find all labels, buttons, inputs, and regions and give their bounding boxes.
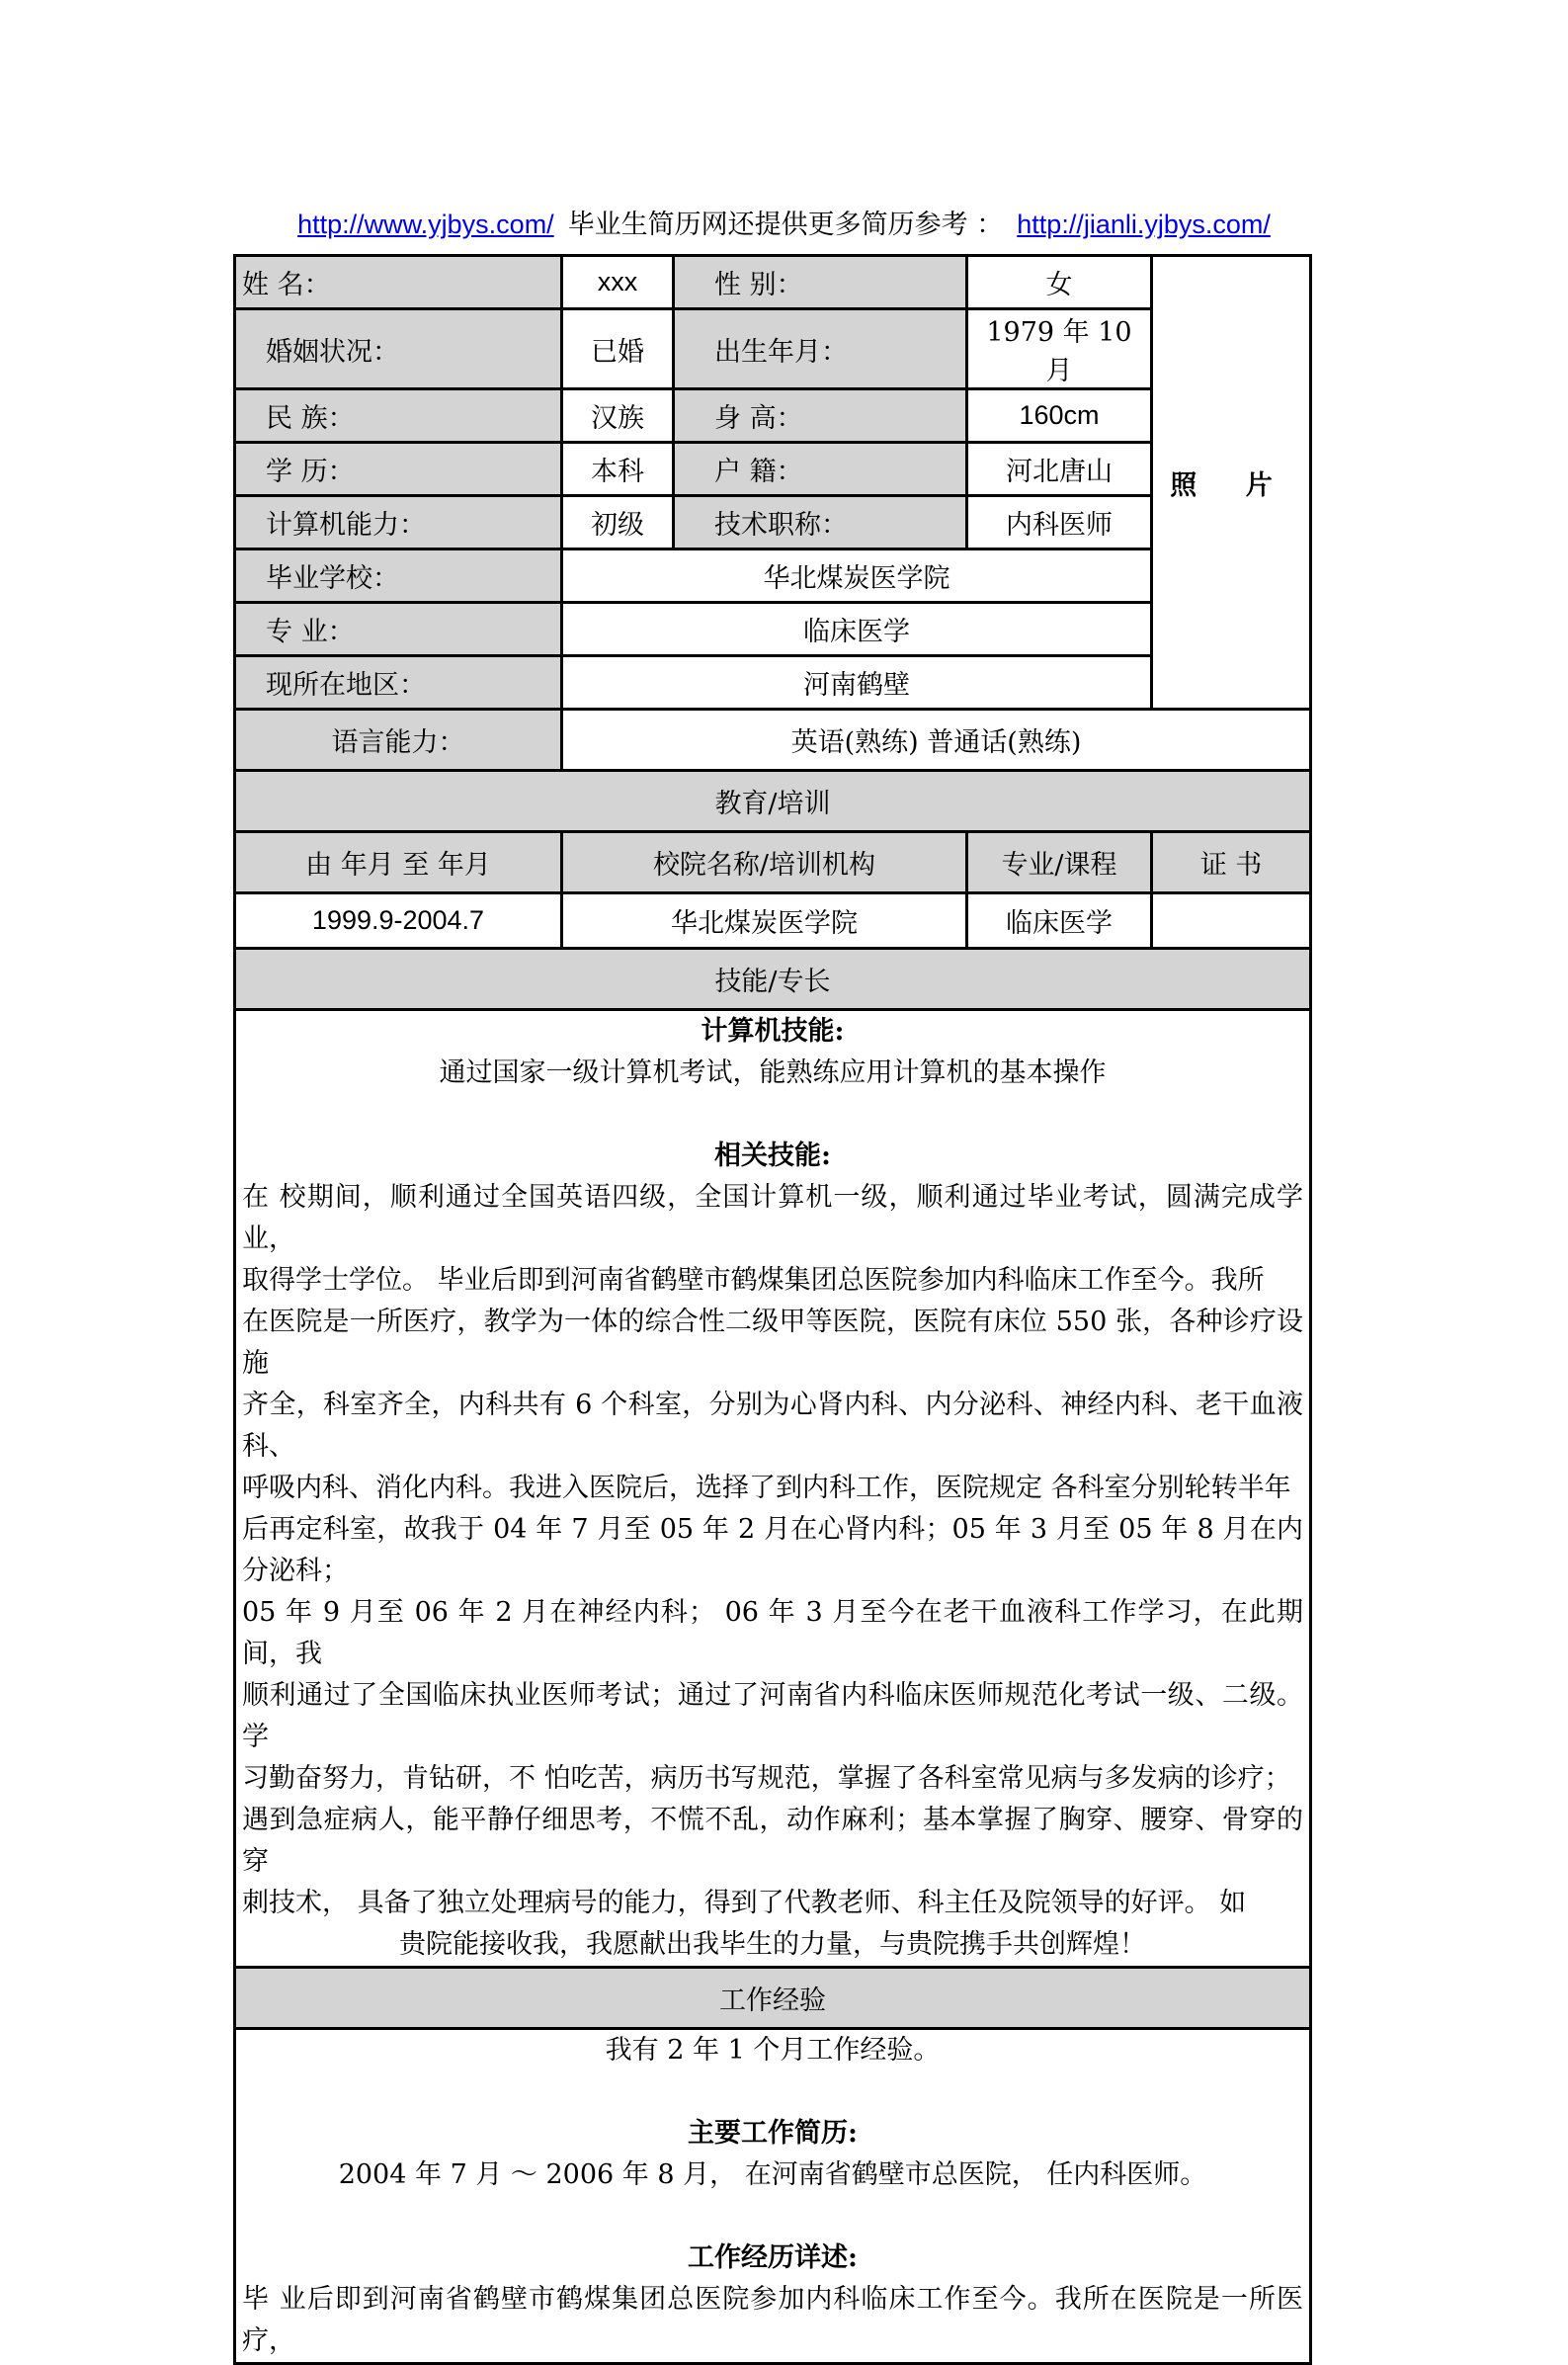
work-history-text: 2004 年 7 月 ～ 2006 年 8 月， 在河南省鹤壁市总医院， 任内科医师。 [338,2159,1207,2190]
link-jianli[interactable]: http://jianli.yjbys.com/ [1017,210,1271,239]
edu-period: 1999.9-2004.7 [235,893,562,949]
computer-value: 初级 [562,496,674,549]
row-work-content [235,2029,1311,2364]
related-skills-line: 05 年 9 月至 06 年 2 月在神经内科； 06 年 3 月至今在老干血液科工作学习，在此期间，我 [242,1597,1303,1669]
height-value: 160cm [967,389,1152,443]
work-summary: 我有 2 年 1 个月工作经验。 [605,2035,941,2066]
row-skills-title [235,949,1311,1010]
work-content [235,2029,1311,2364]
related-skills-line: 贵院能接收我，我愿献出我毕生的力量，与贵院携手共创辉煌！ [399,1929,1146,1960]
edu-major: 临床医学 [967,893,1152,949]
related-skills-line: 遇到急症病人，能平静仔细思考，不慌不乱，动作麻利；基本掌握了胸穿、腰穿、骨穿的穿 [242,1805,1303,1877]
name-value: xxx [562,256,674,309]
related-skills-line: 取得学士学位。 毕业后即到河南省鹤壁市鹤煤集团总医院参加内科临床工作至今。我所 [242,1265,1265,1296]
work-history-heading: 主要工作简历: [688,2118,858,2149]
related-skills-line: 在医院是一所医疗，教学为一体的综合性二级甲等医院，医院有床位 550 张，各种诊疗设 施 [242,1307,1303,1379]
related-skills-line: 后再定科室，故我于 04 年 7 月至 05 年 2 月在心肾内科；05 年 3 月至 05 年 8 月在内分泌科； [242,1514,1303,1586]
title-label: 技术职称： [674,496,967,549]
row-education-headers [235,832,1311,893]
related-skills-line: 顺利通过了全国临床执业医师考试；通过了河南省内科临床医师规范化考试一级、二级。学 [242,1680,1303,1752]
school-label: 毕业学校： [235,549,562,603]
edu-label: 学 历： [235,443,562,496]
edu-header-school: 校院名称/培训机构 [562,832,967,893]
gender-value: 女 [967,256,1152,309]
row-language [235,710,1311,771]
hukou-label: 户 籍： [674,443,967,496]
education-section-title: 教育/培训 [235,771,1311,832]
row-name [235,256,1311,309]
edu-header-major: 专业/课程 [967,832,1152,893]
row-major [235,603,1311,656]
name-label: 姓 名： [242,270,331,300]
row-location [235,656,1311,710]
skills-section-title: 技能/专长 [235,949,1311,1010]
related-skills-heading: 相关技能: [714,1140,831,1171]
hukou-value: 河北唐山 [967,443,1152,496]
computer-skills-text: 通过国家一级计算机考试，能熟练应用计算机的基本操作 [439,1057,1107,1088]
row-computer [235,496,1311,549]
related-skills-line: 刺技术， 具备了独立处理病号的能力，得到了代教老师、科主任及院领导的好评。 如 [242,1888,1247,1918]
resume-table [233,254,1312,2365]
row-education-level [235,443,1311,496]
ethnic-value: 汉族 [562,389,674,443]
row-skills-content [235,1010,1311,1968]
row-school [235,549,1311,603]
school-value: 华北煤炭医学院 [562,549,1152,603]
location-label: 现所在地区： [235,656,562,710]
edu-header-certificate: 证 书 [1152,832,1311,893]
work-detail-text: 毕 业后即到河南省鹤壁市鹤煤集团总医院参加内科临床工作至今。我所在医院是一所医疗， [242,2284,1303,2356]
edu-value: 本科 [562,443,674,496]
edu-certificate [1152,893,1311,949]
marital-value: 已婚 [562,309,674,389]
related-skills-line: 习勤奋努力，肯钻研，不 怕吃苦，病历书写规范，掌握了各科室常见病与多发病的诊疗； [242,1763,1291,1794]
edu-school: 华北煤炭医学院 [562,893,967,949]
ethnic-label: 民 族： [235,389,562,443]
birth-value: 1979 年 10 月 [967,309,1152,389]
skills-content [235,1010,1311,1968]
row-ethnic [235,389,1311,443]
related-skills-line: 齐全，科室齐全，内科共有 6 个科室，分别为心肾内科、内分泌科、神经内科、老干血液科、 [242,1390,1303,1462]
row-education-title [235,771,1311,832]
gender-label: 性 别： [674,256,967,309]
major-value: 临床医学 [562,603,1152,656]
row-marital [235,309,1311,389]
location-value: 河南鹤壁 [562,656,1152,710]
computer-skills-heading: 计算机技能: [701,1016,845,1047]
header-middle-text: 毕业生简历网还提供更多简历参考 ： [567,210,1004,240]
work-detail-heading: 工作经历详述: [688,2242,858,2273]
row-work-title [235,1968,1311,2029]
birth-label: 出生年月： [674,309,967,389]
related-skills-line: 呼吸内科、消化内科。我进入医院后，选择了到内科工作，医院规定 各科室分别轮转半年 [242,1473,1291,1503]
name-label-cell [235,256,562,309]
major-label: 专 业： [235,603,562,656]
photo-cell [1152,256,1311,710]
edu-header-period: 由 年月 至 年月 [235,832,562,893]
photo-label: 照 片 [1170,469,1292,501]
table-row [235,893,1311,949]
marital-label: 婚姻状况： [235,309,562,389]
title-value: 内科医师 [967,496,1152,549]
related-skills-line: 在 校期间，顺利通过全国英语四级，全国计算机一级，顺利通过毕业考试，圆满完成学业， [242,1182,1303,1254]
work-section-title: 工作经验 [235,1968,1311,2029]
computer-label: 计算机能力： [235,496,562,549]
language-value: 英语(熟练) 普通话(熟练) [562,710,1311,771]
language-label: 语言能力： [235,710,562,771]
height-label: 身 高： [674,389,967,443]
link-yjbys[interactable]: http://www.yjbys.com/ [297,210,554,239]
header-line [0,203,1568,241]
